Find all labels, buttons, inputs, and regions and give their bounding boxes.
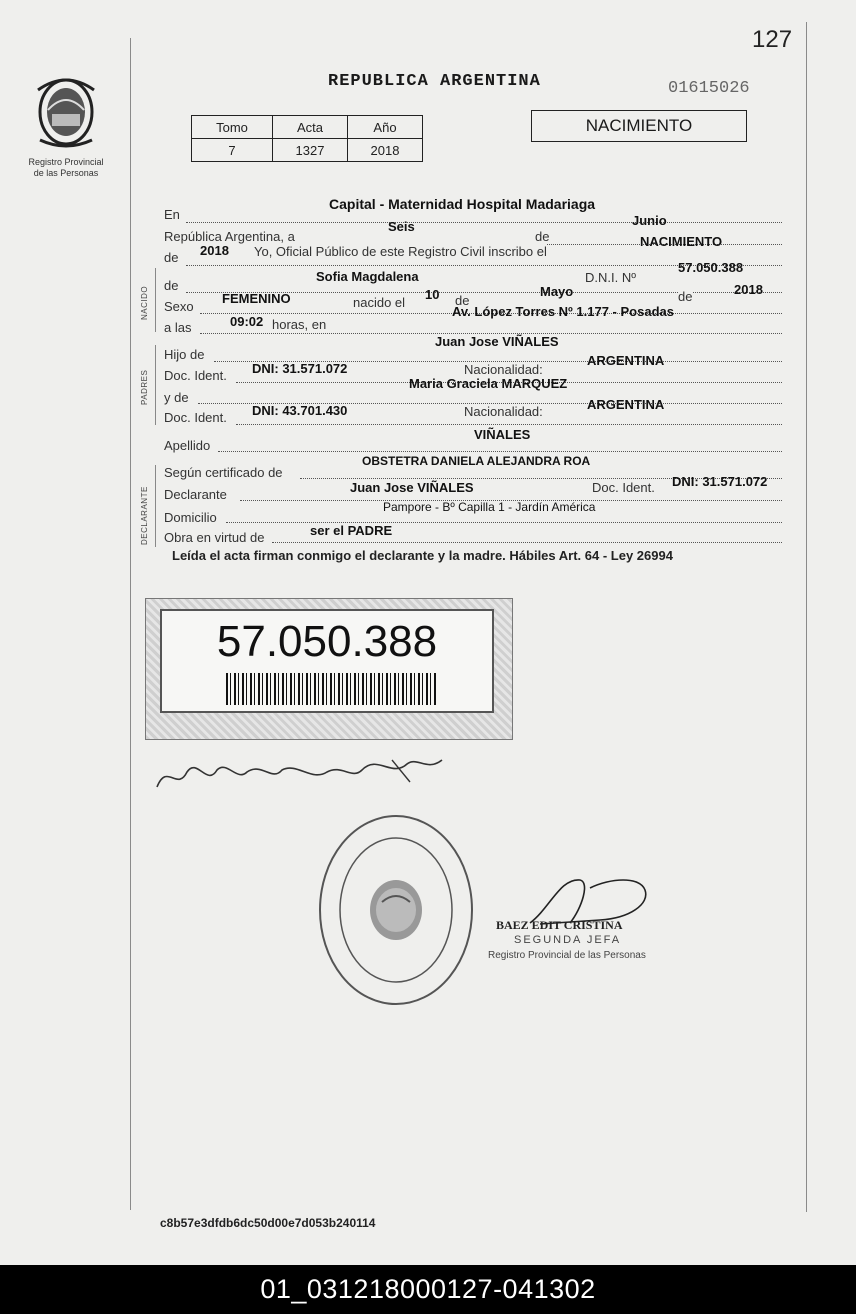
- left-margin-line: [130, 38, 131, 1210]
- declarante-label: Declarante: [164, 487, 227, 502]
- nacionalidad-label: Nacionalidad:: [464, 362, 543, 377]
- address-value: Pampore - Bº Capilla 1 - Jardín América: [383, 500, 596, 514]
- closing-note: Leída el acta firman conmigo el declarante y la madre. Hábiles Art. 64 - Ley 26994: [172, 548, 673, 563]
- child-dni: 57.050.388: [678, 260, 744, 275]
- birth-place: Av. López Torres Nº 1.177 - Posadas: [452, 304, 674, 319]
- sexo-label: Sexo: [164, 299, 194, 314]
- org-label: [14, 157, 118, 179]
- page-number: 127: [752, 26, 793, 53]
- certifier-value: OBSTETRA DANIELA ALEJANDRA ROA: [362, 454, 591, 468]
- coat-of-arms-icon: [28, 70, 104, 150]
- side-label-declarante: DECLARANTE: [140, 486, 149, 545]
- birth-month: Mayo: [540, 284, 574, 299]
- year-value: 2018: [200, 243, 229, 258]
- child-name: Sofia Magdalena: [316, 269, 419, 284]
- dotted-line: [236, 424, 782, 425]
- dotted-line: [186, 222, 782, 223]
- document-title: REPUBLICA ARGENTINA: [328, 72, 541, 91]
- doc3-label: Doc. Ident.: [592, 480, 655, 495]
- barcode-number: 57.050.388: [216, 617, 438, 666]
- cert-label: Según certificado de: [164, 465, 283, 480]
- org-line-1: Registro Provincial: [28, 157, 104, 167]
- barcode-bars: [226, 673, 436, 705]
- table-cell: 7: [192, 139, 273, 162]
- father-name: Juan Jose VIÑALES: [435, 334, 559, 349]
- birth-time: 09:02: [230, 314, 264, 329]
- domicilio-label: Domicilio: [164, 510, 217, 525]
- virtue-value: ser el PADRE: [310, 523, 393, 538]
- dotted-line: [272, 542, 782, 543]
- barcode-panel: [160, 609, 494, 713]
- side-label-nacido: NACIDO: [140, 285, 149, 320]
- month-value: Junio: [632, 213, 667, 228]
- de-label: de: [535, 229, 550, 244]
- record-type-box: NACIMIENTO: [531, 110, 747, 142]
- birth-day: 10: [425, 287, 440, 302]
- official-office: Registro Provincial de las Personas: [488, 950, 646, 961]
- sex-value: FEMENINO: [222, 291, 291, 306]
- father-nationality: ARGENTINA: [587, 353, 665, 368]
- table-header: Tomo: [192, 116, 273, 139]
- father-dni: DNI: 31.571.072: [252, 361, 348, 376]
- table-header: Acta: [273, 116, 348, 139]
- declarante-bracket: [155, 465, 156, 547]
- mother-name: Maria Graciela MARQUEZ: [409, 376, 568, 391]
- barcode-sticker: [145, 598, 513, 740]
- table-header: Año: [348, 116, 423, 139]
- record-table: [191, 115, 423, 162]
- en-label: En: [164, 207, 180, 222]
- declarant-signature: [152, 742, 452, 807]
- official-seal-icon: [316, 812, 476, 1013]
- org-line-2: de las Personas: [33, 168, 99, 178]
- record-type-value: NACIMIENTO: [640, 234, 723, 249]
- dni-label: D.N.I. Nº: [585, 270, 636, 285]
- official-name: BAEZ EDIT CRISTINA: [496, 918, 623, 932]
- name-prefix: de: [164, 278, 179, 293]
- place-value: Capital - Maternidad Hospital Madariaga: [329, 196, 596, 212]
- birth-year: 2018: [734, 282, 763, 297]
- hijo-label: Hijo de: [164, 347, 205, 362]
- nacido-bracket: [155, 268, 156, 332]
- mother-dni: DNI: 43.701.430: [252, 403, 348, 418]
- declarant-name: Juan Jose VIÑALES: [350, 480, 474, 495]
- yde-label: y de: [164, 390, 189, 405]
- doc2-label: Doc. Ident.: [164, 410, 227, 425]
- apellido-label: Apellido: [164, 438, 211, 453]
- official-role: SEGUNDA JEFA: [514, 934, 622, 946]
- dotted-line: [218, 451, 782, 452]
- alas-label: a las: [164, 320, 192, 335]
- de4-label: de: [678, 289, 693, 304]
- mother-nationality: ARGENTINA: [587, 397, 665, 412]
- footer-code: 01_031218000127-041302: [0, 1265, 856, 1314]
- day-word: Seis: [388, 219, 415, 234]
- table-cell: 1327: [273, 139, 348, 162]
- de3-label: de: [455, 293, 470, 308]
- surname-value: VIÑALES: [474, 427, 531, 442]
- serial-number: 01615026: [668, 79, 750, 98]
- nacido-label: nacido el: [353, 295, 406, 310]
- nacionalidad2-label: Nacionalidad:: [464, 404, 543, 419]
- padres-bracket: [155, 345, 156, 425]
- right-margin-line: [806, 22, 807, 1212]
- yo-text: Yo, Oficial Público de este Registro Civil inscribo el: [254, 244, 547, 259]
- table-cell: 2018: [348, 139, 423, 162]
- doc-label: Doc. Ident.: [164, 368, 227, 383]
- obra-label: Obra en virtud de: [164, 530, 265, 545]
- horas-label: horas, en: [272, 317, 327, 332]
- republica-label: República Argentina, a: [164, 229, 295, 244]
- document-hash: c8b57e3dfdb6dc50d00e7d053b240114: [160, 1216, 376, 1230]
- de2-label: de: [164, 250, 179, 265]
- declarant-dni: DNI: 31.571.072: [672, 474, 768, 489]
- side-label-padres: PADRES: [140, 369, 149, 405]
